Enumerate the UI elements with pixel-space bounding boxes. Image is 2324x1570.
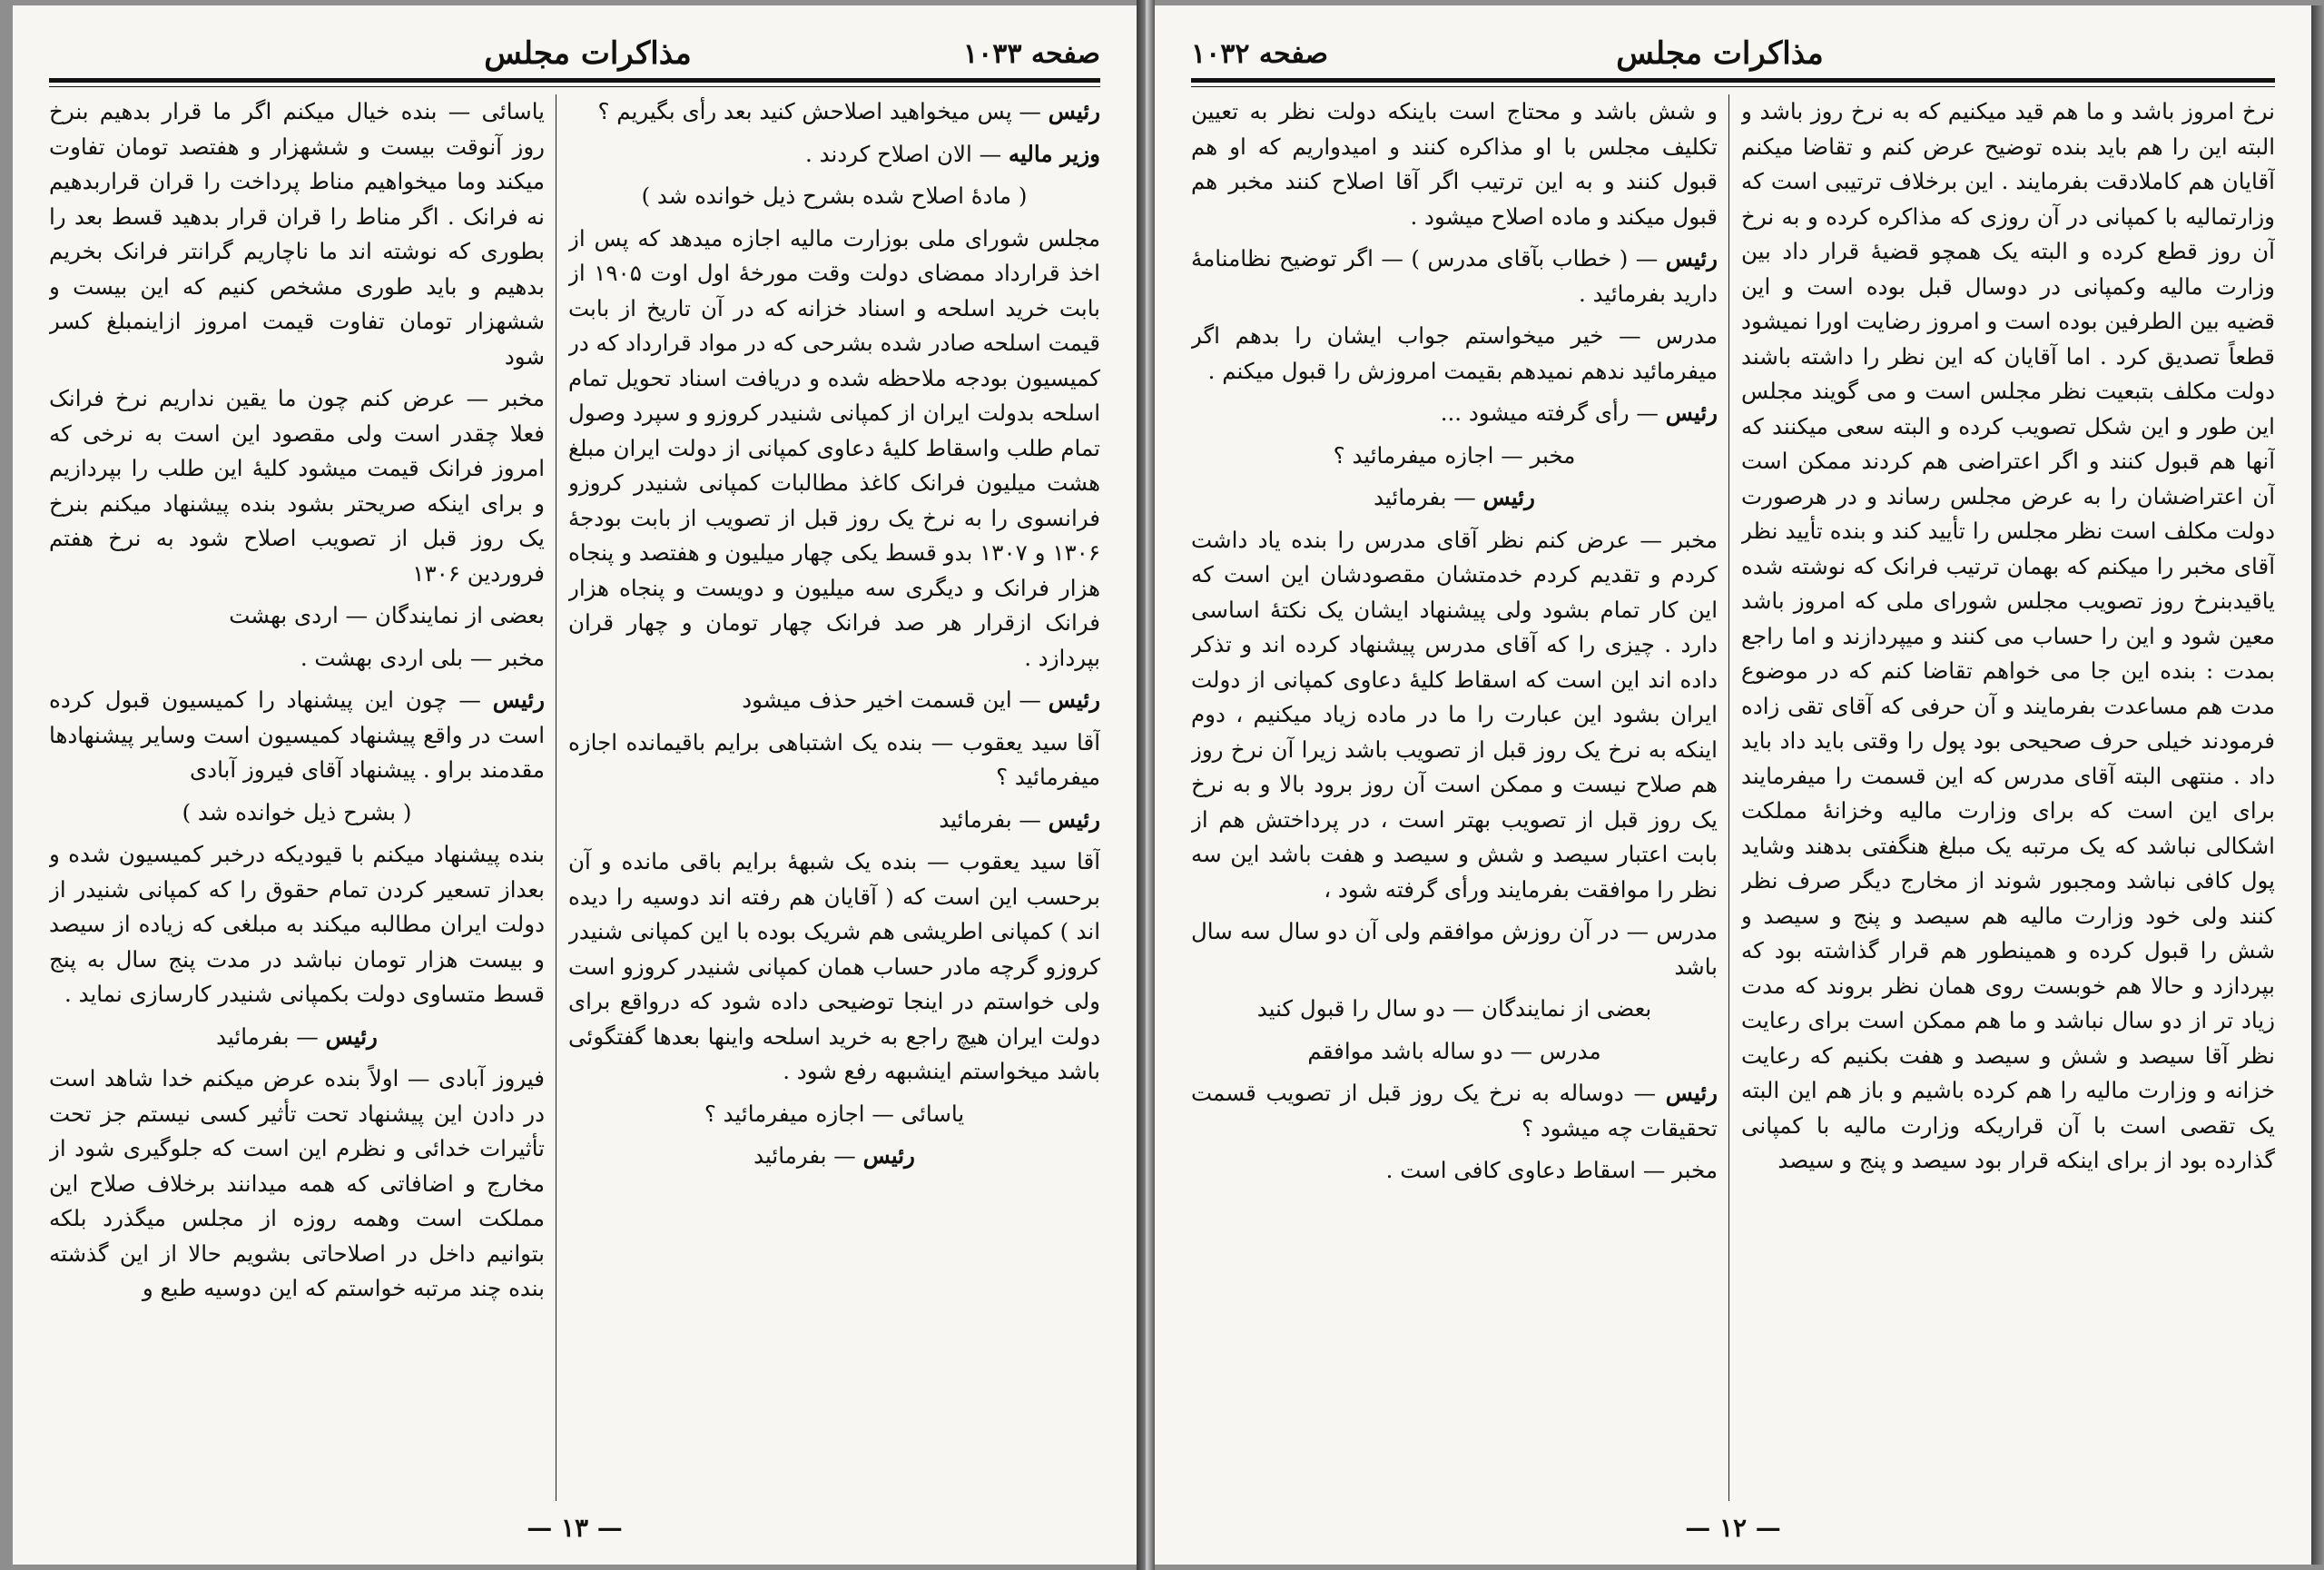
header-rule bbox=[49, 78, 1100, 83]
speaker-name: رئیس bbox=[1048, 98, 1100, 124]
page-1032 bbox=[1155, 5, 2311, 1565]
paragraph-text: مدرس — دو ساله باشد موافقم bbox=[1307, 1037, 1601, 1064]
column-right bbox=[1741, 94, 2275, 1501]
speaker-name: رئیس bbox=[492, 686, 545, 713]
paragraph-text: بنده پیشنهاد میکنم با قیودیکه درخبر کمیسیون شده و بعداز تسعیر کردن تمام حقوق را که کمپانی شنیدر از دولت ایران مطالبه میکند به مبلغی که زیاده از سیصد و بیست هزار تومان نباشد در مدت پنج سال به پنج قسط متساوی دولت بکمپانی شنیدر کارسازی نماید . bbox=[49, 841, 545, 1007]
paragraph bbox=[1191, 914, 1718, 984]
paragraph bbox=[1191, 242, 1718, 311]
paragraph-text: — الان اصلاح کردند . bbox=[805, 140, 1009, 167]
paragraph-text: آقا سید یعقوب — بنده یک اشتباهی برایم باقیمانده اجازه میفرمائید ؟ bbox=[568, 728, 1100, 790]
paragraph-text: مجلس شورای ملی بوزارت مالیه اجازه میدهد که پس از اخذ قرارداد ممضای دولت وقت مورخهٔ اول اوت ۱۹۰۵ از بابت خرید اسلحه و اسناد خزانه که در آن تاریخ از بابت قیمت اسلحه صادر شده بشرحی که در مواد قرارداد که در کمیسیون بودجه ملاحظه شده و دریافت اسناد تحویل تمام اسلحه بدولت ایران از کمپانی شنیدر کروزو و سپرد وصول تمام طلب واسقاط کلیهٔ دعاوی کمپانی از دولت ایران مبلغ هشت میلیون فرانک کاغذ مطالبات کمپانی شنیدر کروزو فرانسوی را به نرخ یک روز قبل از تصویب از بابت بودجهٔ ۱۳۰۶ و ۱۳۰۷ بدو قسط یکی چهار میلیون و هفتصد و پنجاه هزار فرانک و دیگری سه میلیون و دویست و پنجاه هزار فرانک ازقرار هر صد فرانک چهار تومان و چهار قران بپردازد . bbox=[568, 224, 1100, 671]
speaker-name: رئیس bbox=[1048, 686, 1100, 713]
paragraph bbox=[568, 726, 1100, 795]
paragraph-text: — رأی گرفته میشود ... bbox=[1440, 400, 1666, 426]
paragraph-text: مخبر — عرض کنم چون ما یقین نداریم نرخ فرانک فعلا چقدر است ولی مقصود این است به نرخی که امروز فرانک قیمت میشود کلیهٔ این طلب را بپردازیم و برای اینکه صریحتر بشود بنده پیشنهاد میکنم بنرخ یک روز قبل از تصویب اصلاح شود به نرخ هفتم فروردین ۱۳۰۶ bbox=[49, 385, 545, 587]
speaker-name: رئیس bbox=[1665, 1080, 1718, 1106]
paragraph-text: — بفرمائید bbox=[1374, 484, 1483, 510]
paragraph-text: و شش باشد و محتاج است باینکه دولت نظر به تعیین تکلیف مجلس با او مذاکره کنند و امیدواریم که او هم قبول کنند و به این ترتیب اگر آقا اصلاح کنند مخبر هم قبول میکند و ماده اصلاح میشود . bbox=[1191, 98, 1718, 230]
paragraph-text: — چون این پیشنهاد را کمیسیون قبول کرده است در واقع پیشنهاد کمیسیون است وسایر پیشنهادها مقدمند براو . پیشنهاد آقای فیروز آبادی bbox=[49, 686, 545, 783]
paragraph bbox=[568, 803, 1100, 838]
paragraph-text: یاسائی — اجازه میفرمائید ؟ bbox=[704, 1100, 965, 1127]
header-rule-thin bbox=[1191, 86, 2275, 87]
paragraph bbox=[1191, 992, 1718, 1027]
paragraph bbox=[1191, 1034, 1718, 1070]
page-number: صفحه ۱۰۳۳ bbox=[963, 37, 1100, 70]
paragraph-text: — پس میخواهید اصلاحش کنید بعد رأی بگیریم ؟ bbox=[597, 98, 1049, 124]
paragraph bbox=[49, 683, 545, 788]
column-right bbox=[568, 94, 1100, 1501]
scan-edge-shadow bbox=[2311, 5, 2324, 1565]
column-left bbox=[1191, 94, 1718, 1501]
page-header bbox=[49, 33, 1100, 74]
paragraph bbox=[568, 94, 1100, 130]
header-rule bbox=[1191, 78, 2275, 83]
running-title: مذاکرات مجلس bbox=[1616, 35, 1824, 72]
paragraph bbox=[568, 1139, 1100, 1174]
paragraph-text: — بفرمائید bbox=[753, 1142, 863, 1169]
page-footer: — ۱۲ — bbox=[1685, 1513, 1781, 1543]
speaker-name: رئیس bbox=[325, 1022, 378, 1050]
paragraph-text: — ( خطاب بآقای مدرس ) — اگر توضیح نظامنامهٔ دارید بفرمائید . bbox=[1191, 245, 1718, 307]
speaker-name: رئیس bbox=[1482, 484, 1535, 510]
paragraph bbox=[49, 381, 545, 591]
speaker-name: رئیس bbox=[1665, 245, 1718, 272]
paragraph-text: ( بشرح ذیل خوانده شد ) bbox=[182, 798, 412, 825]
paragraph bbox=[568, 179, 1100, 214]
paragraph bbox=[568, 1097, 1100, 1132]
paragraph-text: — بفرمائید bbox=[939, 805, 1049, 833]
column-divider bbox=[1728, 94, 1729, 1501]
paragraph bbox=[49, 1061, 545, 1307]
speaker-name: وزیر مالیه bbox=[1008, 140, 1100, 167]
paragraph bbox=[1191, 1076, 1718, 1146]
paragraph bbox=[49, 837, 545, 1012]
paragraph-text: یاسائی — بنده خیال میکنم اگر ما قرار بدهیم بنرخ روز آنوقت بیست و ششهزار و هفتصد تومان تفاوت میکند وما میخواهیم مناط پرداخت را قران قراربدهیم نه فرانک . اگر مناط را قران قرار بدهید قسط بعد را بطوری که نوشته اند ما ناچاریم گرانتر فرانک بخریم بدهیم و باید طوری مشخص کنیم که این بیست و ششهزار تومان تفاوت قیمت امروز ازاینمبلغ کسر شود bbox=[49, 98, 545, 370]
paragraph-text: ( مادهٔ اصلاح شده بشرح ذیل خوانده شد ) bbox=[641, 183, 1028, 209]
paragraph-text: — بفرمائید bbox=[216, 1022, 326, 1050]
paragraph-text: نرخ امروز باشد و ما هم قید میکنیم که به نرخ روز باشد و البته این را هم باید بنده توضیح عرض کنم و تقاضا میکنم آقایان هم کاملادقت بفرمایند . این برخلاف ترتیبی است که وزارتمالیه با کمپانی در آن روزی که مذاکره کرده و به نرخ آن روز قطع کرده و البته یک همچو قضیهٔ قرار داد بین وزارت مالیه وکمپانی در دوسال قبل بوده است و این قضیه بین الطرفین بوده است و امروز رضایت اورا نمیشود قطعاً تصدیق کرد . اما آقایان که این نظر را داشته باشند دولت مکلف بتبعیت نظر مجلس است و می گویند مجلس این طور و این شکل تصویب کرده و البته سعی میکنند که آنها هم قبول کنند و اگر اعتراضی هم کردند ممکن است آن اعتراضشان را به عرض مجلس رساند و در هرصورت دولت مکلف است نظر مجلس را تأیید کند و بنده تأیید نظر آقای مخبر را میکنم که بهمان ترتیب فرانک که نوشته شده یاقیدبنرخ روز تصویب مجلس شورای ملی که امروز باشد معین شود و این را حساب می کنند و میپردازند و اما راجع بمدت : بنده این جا می خواهم تقاضا کنم که در موضوع مدت هم مساعدت بفرمایند و آن حرفی که آقای تقی زاده فرمودند خیلی حرف صحیحی بود پول را وقتی باید داد باید داد . منتهی البته آقای مدرس که این قسمت را میفرمایند برای این است که برای وزارت مالیه وخزانهٔ مملکت اشکالی نباشد که یک مرتبه یک مبلغ هنگفتی بدهند وشاید پول کافی نباشد ومجبور شوند از مخارج دیگر صرف نظر کنند ولی خود وزارت مالیه هم سیصد و پنج و سیصد و شش را قبول کرده و همینطور هم قرار گذاشته بود که بپردازد و حالا هم خوبست روی همان نظر بروند که مدت زیاد تر از دو سال نباشد و ما هم ممکن است برای رعایت نظر آقا سیصد و شش و سیصد و هفت بکنیم که رعایت خزانه و وزارت مالیه را هم کرده باشیم و باز هم این البته یک تقصی است با آن قراریکه وزارت مالیه با کمپانی گذارده بود از برای اینکه قرار بود سیصد و پنج و سیصد bbox=[1741, 98, 2275, 1173]
paragraph bbox=[1741, 94, 2275, 1179]
paragraph bbox=[568, 683, 1100, 718]
paragraph-text: مخبر — بلی اردی بهشت . bbox=[300, 644, 545, 671]
speaker-name: رئیس bbox=[862, 1142, 915, 1169]
paragraph bbox=[1191, 1153, 1718, 1189]
paragraph-text: مدرس — در آن روزش موافقم ولی آن دو سال سه سال باشد bbox=[1191, 918, 1718, 980]
paragraph bbox=[568, 137, 1100, 173]
paragraph-text: بعضی از نمایندگان — دو سال را قبول کنید bbox=[1256, 995, 1652, 1022]
paragraph-text: فیروز آبادی — اولاً بنده عرض میکنم خدا شاهد است در دادن این پیشنهاد تحت تأثیر کسی نیستم جز تحت تأثیرات خدائی و نظرم این است که جلوگیری شود از مخارج و اضافاتی که همه میدانند برخلاف صلاح این مملکت است وهمه روزه از مجلس میگذرد بلکه بتوانیم داخل در اصلاحاتی بشویم حالا از این گذشته بنده چند مرتبه خواستم که این دوسیه طبع و bbox=[49, 1065, 545, 1301]
paragraph bbox=[1191, 523, 1718, 908]
header-rule-thin bbox=[49, 86, 1100, 87]
paragraph bbox=[49, 795, 545, 831]
page-header bbox=[1191, 33, 2275, 74]
paragraph-text: مخبر — عرض کنم نظر آقای مدرس را بنده یاد داشت کردم و تقدیم کردم خدمتشان مقصودشان این است که این کار تمام بشود ولی پیشنهاد ایشان یک نکتهٔ اساسی دارد . چیزی را که آقای مدرس پیشنهاد کرده اند و تذکر داده اند این است که اسقاط کلیهٔ دعاوی کمپانی از دولت ایران بشود این عبارت را ما در ماده زیاد میکنیم ، دوم اینکه به نرخ یک روز قبل از تصویب باشد زیرا آن نرخ روز هم صلاح نیست و ممکن است آن روز برود بالا و به نرخ یک روز قبل از تصویب بهتر است ، در پرداختش هم از بابت اعتبار سیصد و شش و سیصد و هفت باشد این سه نظر را موافقت بفرمایند ورأی گرفته شود ، bbox=[1191, 526, 1718, 903]
paragraph-text: — دوساله به نرخ یک روز قبل از تصویب قسمت تحقیقات چه میشود ؟ bbox=[1191, 1080, 1718, 1141]
paragraph bbox=[49, 598, 545, 634]
paragraph-text: مخبر — اسقاط دعاوی کافی است . bbox=[1385, 1157, 1718, 1183]
book-gutter bbox=[1137, 0, 1155, 1570]
speaker-name: رئیس bbox=[1665, 400, 1718, 426]
paragraph bbox=[49, 1020, 545, 1055]
paragraph-text: بعضی از نمایندگان — اردی بهشت bbox=[229, 602, 545, 628]
speaker-name: رئیس bbox=[1048, 805, 1100, 833]
paragraph-text: مدرس — خیر میخواستم جواب ایشان را بدهم اگر میفرمائید ندهم نمیدهم بقیمت امروزش را قبول میکنم . bbox=[1191, 322, 1718, 384]
paragraph bbox=[1191, 319, 1718, 389]
paragraph bbox=[1191, 396, 1718, 431]
page-number: صفحه ۱۰۳۲ bbox=[1191, 37, 1329, 70]
paragraph-text: آقا سید یعقوب — بنده یک شبههٔ برایم باقی مانده و آن برحسب این است که ( آقایان هم رفته اند دوسیه را دیده اند ) کمپانی اطریشی هم شریک بوده با این کمپانی شنیدر کروزو گرچه مادر حساب همان کمپانی شنیدر کروزو است ولی خواستم در اینجا توضیحی داده شود که درواقع برای دولت ایران هیچ راجع به خرید اسلحه واینها بعدها گفتگوئی باشد میخواستم اینشبهه رفع شود . bbox=[568, 848, 1100, 1084]
column-left bbox=[49, 94, 545, 1501]
paragraph bbox=[1191, 480, 1718, 516]
page-footer: — ۱۳ — bbox=[527, 1513, 623, 1543]
paragraph bbox=[1191, 94, 1718, 234]
running-title: مذاکرات مجلس bbox=[484, 35, 692, 72]
paragraph bbox=[568, 844, 1100, 1090]
paragraph-text: — این قسمت اخیر حذف میشود bbox=[742, 686, 1049, 713]
paragraph-text: مخبر — اجازه میفرمائید ؟ bbox=[1333, 441, 1576, 469]
page-1033 bbox=[13, 5, 1137, 1565]
paragraph bbox=[49, 641, 545, 676]
paragraph bbox=[1191, 439, 1718, 474]
paragraph bbox=[49, 94, 545, 374]
paragraph bbox=[568, 222, 1100, 676]
